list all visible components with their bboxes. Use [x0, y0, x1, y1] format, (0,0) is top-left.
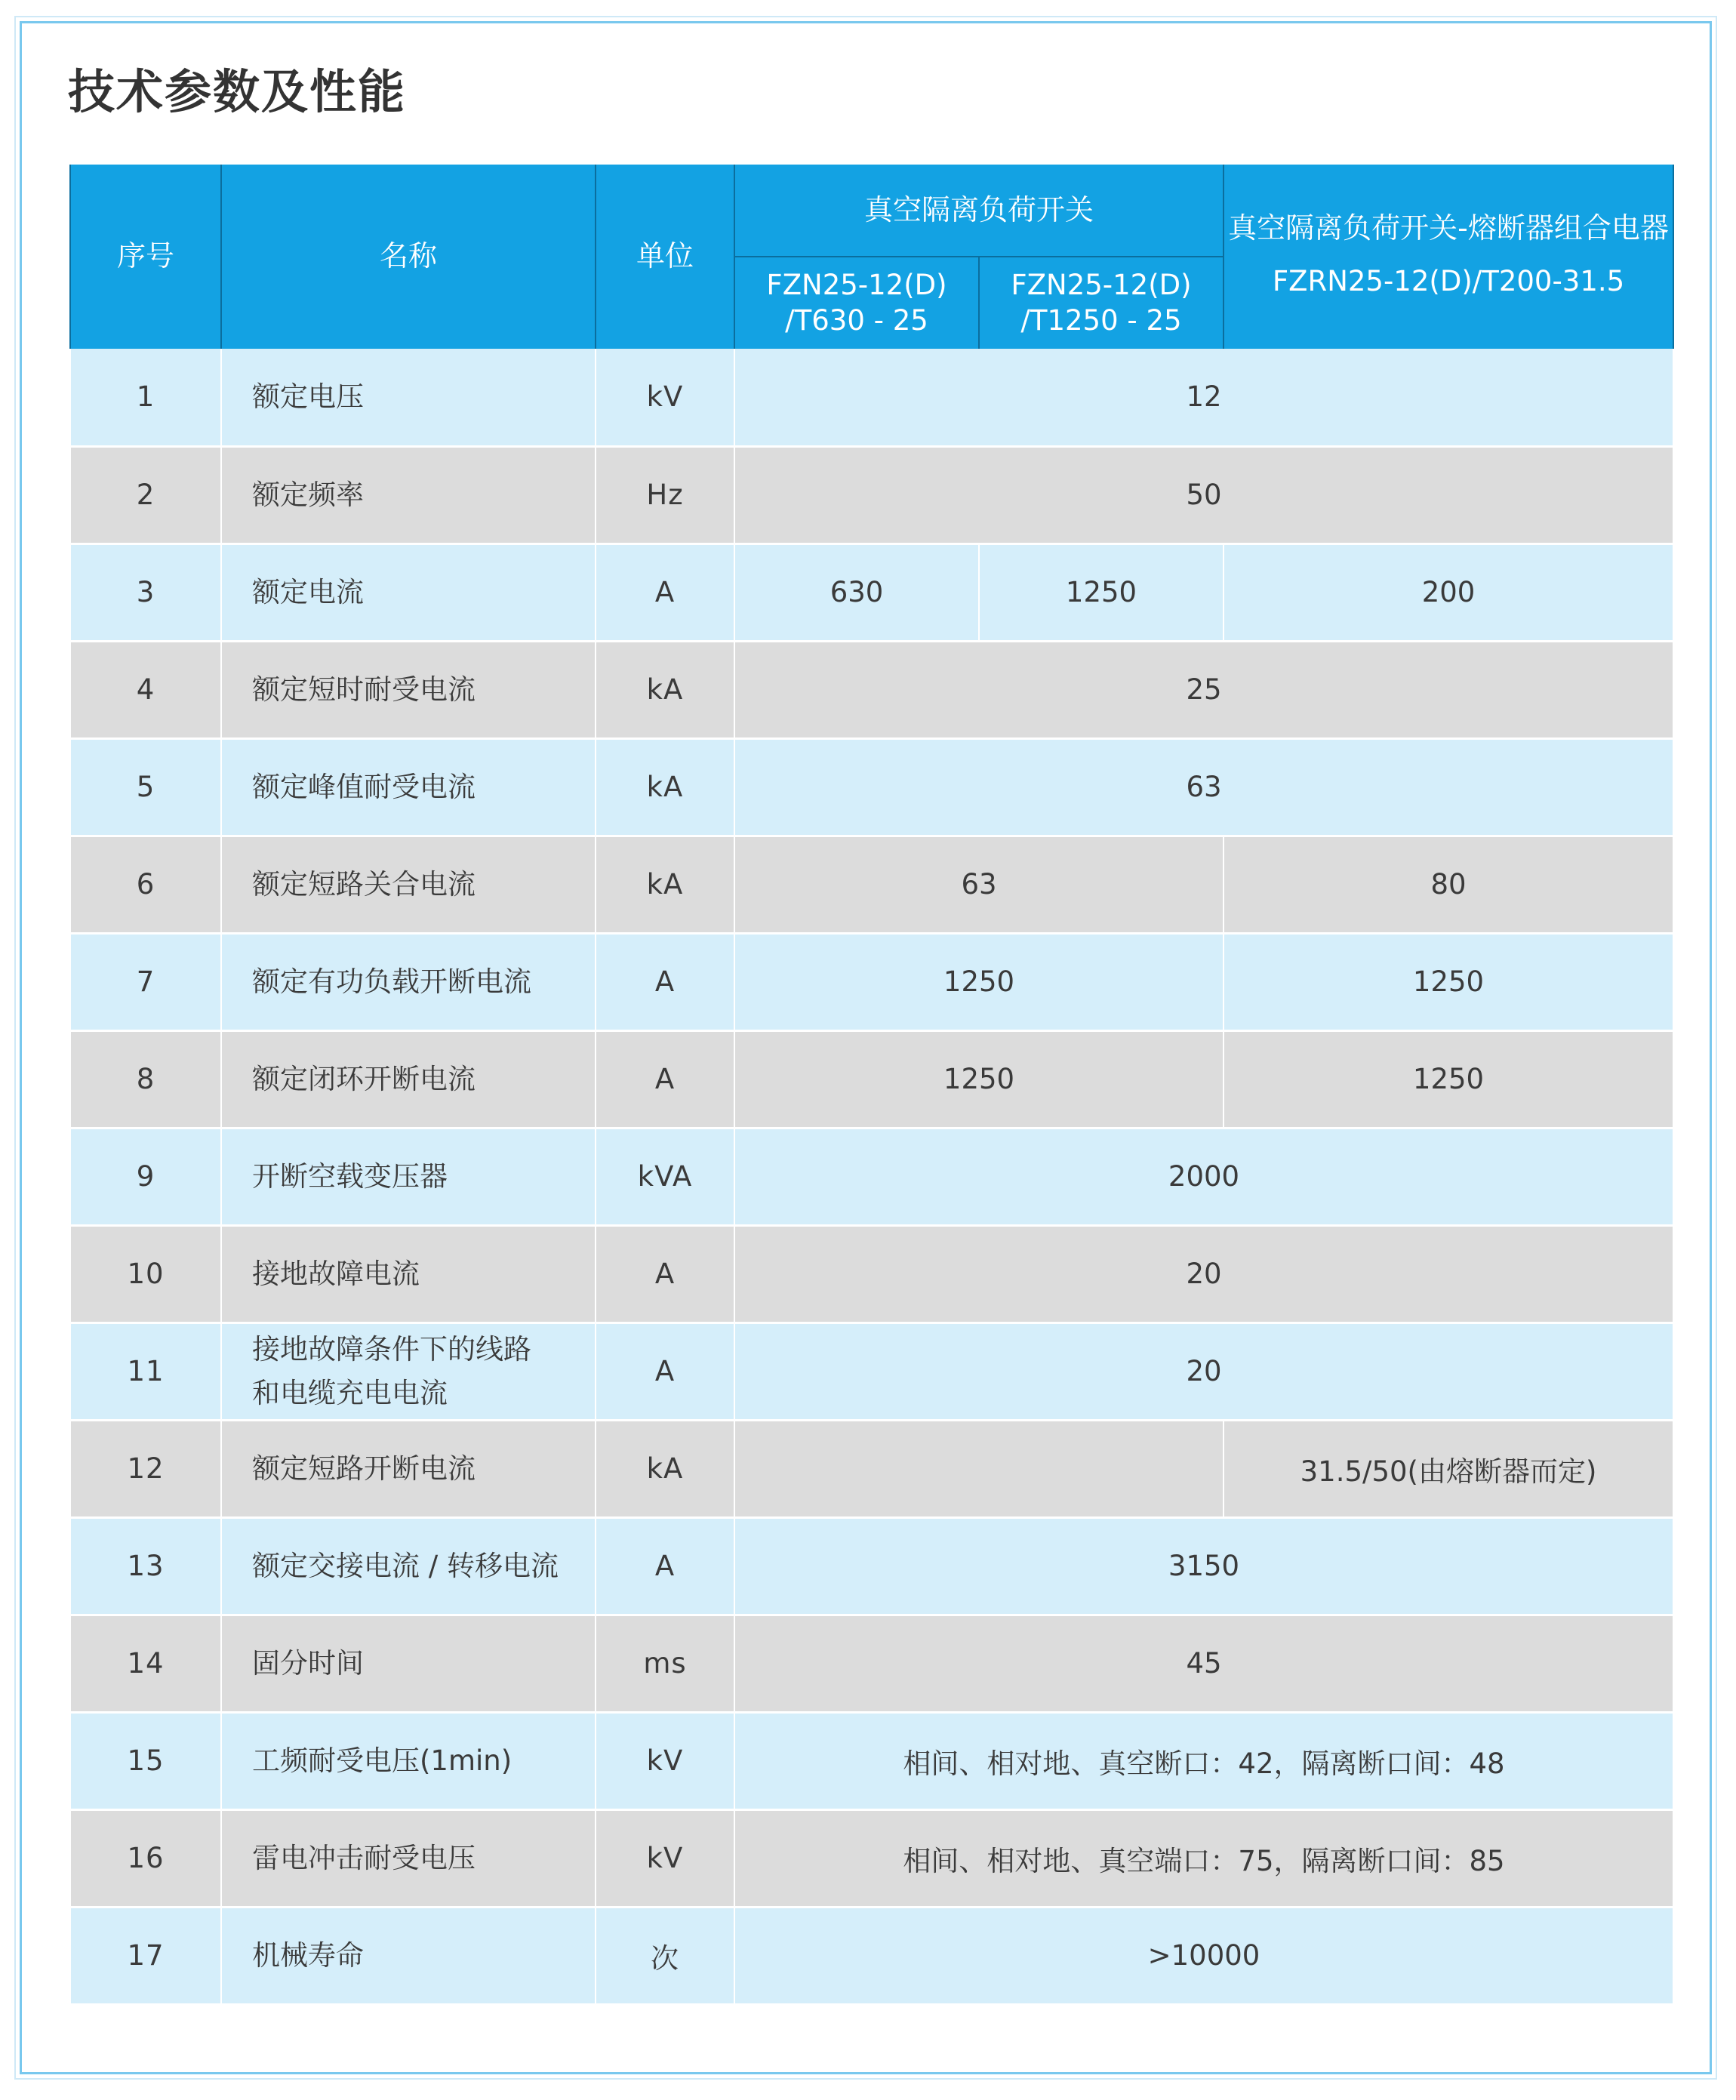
page-title: 技术参数及性能 — [68, 64, 407, 119]
row-index: 4 — [70, 641, 221, 738]
table-row — [70, 446, 1673, 543]
table-row — [70, 738, 1673, 836]
row-name: 额定频率 — [221, 446, 596, 543]
header-group-switch: 真空隔离负荷开关 — [734, 165, 1224, 257]
row-unit: kV — [596, 1809, 734, 1907]
row-name: 接地故障电流 — [221, 1225, 596, 1323]
row-index: 9 — [70, 1128, 221, 1225]
row-name: 机械寿命 — [221, 1907, 596, 2004]
row-unit: kA — [596, 641, 734, 738]
row-index: 6 — [70, 836, 221, 933]
row-index: 7 — [70, 933, 221, 1030]
row-value-c: 1250 — [1224, 1030, 1673, 1128]
row-name: 额定峰值耐受电流 — [221, 738, 596, 836]
row-index: 16 — [70, 1809, 221, 1907]
row-value: 63 — [734, 738, 1673, 836]
row-value-c: 31.5/50(由熔断器而定) — [1224, 1420, 1673, 1517]
row-unit: A — [596, 1323, 734, 1420]
row-unit: ms — [596, 1615, 734, 1712]
row-index: 10 — [70, 1225, 221, 1323]
row-name: 额定电压 — [221, 349, 596, 446]
row-unit: 次 — [596, 1907, 734, 2004]
row-unit: kA — [596, 836, 734, 933]
row-name: 额定短路关合电流 — [221, 836, 596, 933]
row-value-a: 630 — [734, 543, 979, 641]
row-name: 额定短路开断电流 — [221, 1420, 596, 1517]
row-value-ab — [734, 1420, 1224, 1517]
row-name: 固分时间 — [221, 1615, 596, 1712]
row-value: 3150 — [734, 1517, 1673, 1615]
row-index: 17 — [70, 1907, 221, 2004]
row-value: 50 — [734, 446, 1673, 543]
row-unit: kA — [596, 1420, 734, 1517]
row-name: 额定有功负载开断电流 — [221, 933, 596, 1030]
header-model-c: FZRN25-12(D)/T200-31.5 — [1224, 257, 1673, 349]
table-row — [70, 543, 1673, 641]
header-model-b: FZN25-12(D) /T1250 - 25 — [979, 257, 1224, 349]
row-index: 11 — [70, 1323, 221, 1420]
header-name: 名称 — [221, 165, 596, 349]
table-row — [70, 1030, 1673, 1128]
row-unit: A — [596, 933, 734, 1030]
row-index: 2 — [70, 446, 221, 543]
table-row — [70, 1225, 1673, 1323]
row-value: 相间、相对地、真空端口：75，隔离断口间：85 — [734, 1809, 1673, 1907]
header-group-combo: 真空隔离负荷开关-熔断器组合电器 — [1224, 165, 1673, 257]
row-index: 5 — [70, 738, 221, 836]
row-value: 45 — [734, 1615, 1673, 1712]
row-unit: kVA — [596, 1128, 734, 1225]
table-row — [70, 1420, 1673, 1517]
row-value-ab: 63 — [734, 836, 1224, 933]
row-unit: A — [596, 543, 734, 641]
row-value: 20 — [734, 1225, 1673, 1323]
row-value-c: 1250 — [1224, 933, 1673, 1030]
row-name: 额定闭环开断电流 — [221, 1030, 596, 1128]
row-unit: Hz — [596, 446, 734, 543]
row-value: 25 — [734, 641, 1673, 738]
row-value: 20 — [734, 1323, 1673, 1420]
row-name: 额定交接电流 / 转移电流 — [221, 1517, 596, 1615]
row-index: 1 — [70, 349, 221, 446]
row-value-c: 200 — [1224, 543, 1673, 641]
row-unit: kA — [596, 738, 734, 836]
row-value-c: 80 — [1224, 836, 1673, 933]
table-row — [70, 1323, 1673, 1420]
spec-table — [69, 165, 1674, 2006]
row-value-b: 1250 — [979, 543, 1224, 641]
row-name: 雷电冲击耐受电压 — [221, 1809, 596, 1907]
table-row — [70, 1517, 1673, 1615]
row-unit: A — [596, 1030, 734, 1128]
row-name: 额定电流 — [221, 543, 596, 641]
table-row — [70, 1128, 1673, 1225]
header-model-a: FZN25-12(D) /T630 - 25 — [734, 257, 979, 349]
row-value-ab: 1250 — [734, 1030, 1224, 1128]
row-value: 12 — [734, 349, 1673, 446]
row-unit: A — [596, 1517, 734, 1615]
row-name: 开断空载变压器 — [221, 1128, 596, 1225]
row-name: 额定短时耐受电流 — [221, 641, 596, 738]
table-row — [70, 836, 1673, 933]
table-row — [70, 1615, 1673, 1712]
header-index: 序号 — [70, 165, 221, 349]
row-unit: A — [596, 1225, 734, 1323]
row-index: 12 — [70, 1420, 221, 1517]
row-index: 15 — [70, 1712, 221, 1809]
row-name: 工频耐受电压(1min) — [221, 1712, 596, 1809]
row-name: 接地故障条件下的线路 和电缆充电电流 — [221, 1323, 596, 1420]
row-index: 8 — [70, 1030, 221, 1128]
header-unit: 单位 — [596, 165, 734, 349]
table-row — [70, 349, 1673, 446]
table-row — [70, 1712, 1673, 1809]
row-value: 2000 — [734, 1128, 1673, 1225]
row-index: 3 — [70, 543, 221, 641]
table-row — [70, 1907, 1673, 2004]
table-row — [70, 933, 1673, 1030]
row-value-ab: 1250 — [734, 933, 1224, 1030]
row-unit: kV — [596, 349, 734, 446]
row-value: >10000 — [734, 1907, 1673, 2004]
row-value: 相间、相对地、真空断口：42，隔离断口间：48 — [734, 1712, 1673, 1809]
row-unit: kV — [596, 1712, 734, 1809]
row-index: 14 — [70, 1615, 221, 1712]
row-index: 13 — [70, 1517, 221, 1615]
table-row — [70, 641, 1673, 738]
table-row — [70, 1809, 1673, 1907]
